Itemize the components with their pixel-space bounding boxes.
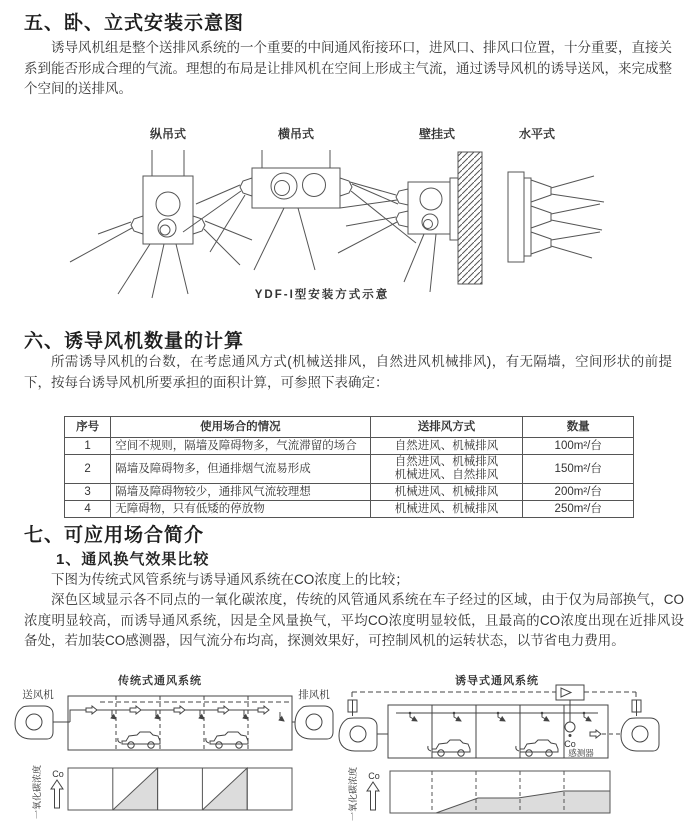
co-label-left: Co [52,769,64,779]
fan-count-table-wrap [64,416,634,518]
damper-icon [348,700,357,712]
horizontal-suspended-unit [183,150,416,270]
induction-co-graph [390,771,610,813]
traditional-system-diagram [15,673,333,819]
vertical-suspended-unit [70,150,252,298]
car-icon [206,732,248,748]
col-header-mode: 送排风方式 [370,417,523,438]
table-row [65,501,634,518]
install-label-flat: 水平式 [518,127,556,141]
section5-heading: 五、卧、立式安装示意图 [24,13,245,34]
duct-arrow-icon [174,706,185,714]
horizontal-floor-unit [508,172,604,262]
cell-qty: 200m²/台 [523,484,634,501]
section7-subheading: 1、通风换气效果比较 [56,551,210,568]
duct-arrow-icon [258,706,269,714]
duct-arrow-icon [86,706,97,714]
cell-situation: 无障碍物，只有低矮的停放物 [111,501,370,518]
installation-diagram [0,122,700,312]
col-header-no: 序号 [65,417,111,438]
cell-mode2: 机械进风、自然排风 [394,469,499,481]
car-icon [516,740,558,756]
install-label-wall: 壁挂式 [418,127,456,141]
cell-qty: 100m²/台 [523,438,634,455]
cell-situation: 空间不规则，隔墙及障碍物多，气流滞留的场合 [111,438,370,455]
induction-system-title: 诱导式通风系统 [455,675,539,687]
exhaust-fan-label: 排风机 [298,689,330,701]
supply-fan-label: 送风机 [22,689,54,701]
table-header-row [65,417,634,438]
supply-fan-icon [15,706,53,739]
co-up-arrow-icon [51,780,63,808]
car-icon [118,732,160,748]
cell-mode: 自然进风、机械排风 [394,439,499,452]
co-label-right: Co [368,771,380,781]
induction-exhaust-fan-icon [621,718,659,751]
table-row [65,438,634,455]
duct-arrow-icon [218,706,229,714]
exhaust-fan-icon [295,706,333,739]
damper-icon [632,700,641,712]
co-up-arrow-icon [367,782,379,810]
install-caption: YDF-I型安装方式示意 [254,289,390,301]
table-row [65,484,634,501]
cell-no: 3 [65,484,111,501]
co-axis-label-right: 一氧化碳浓度 [348,766,358,822]
section6-heading: 六、诱导风机数量的计算 [24,331,245,352]
duct-arrow-icon [130,706,141,714]
induction-supply-fan-icon [339,718,377,751]
install-label-horizontal: 横吊式 [277,127,315,141]
cell-qty: 150m²/台 [523,455,634,484]
col-header-qty: 数量 [523,417,634,438]
cell-mode: 机械进风、机械排风 [394,485,499,498]
car-icon [428,740,470,756]
wall-mounted-unit [338,152,482,292]
traditional-system-title: 传统式通风系统 [118,675,202,687]
cell-situation: 隔墙及障碍物多，但通排烟气流易形成 [111,455,370,484]
ventilation-comparison-diagram [0,672,700,826]
col-header-situation: 使用场合的情况 [111,417,370,438]
section6-paragraph: 所需诱导风机的台数，在考虑通风方式(机械送排风，自然进风机械排风)，有无隔墙，空间形状的前提下，按每台诱导风机所要承担的面积计算，可参照下表确定： [24,354,672,390]
traditional-co-graph [68,768,292,810]
cell-qty: 250m²/台 [523,501,634,518]
sensor-label: 感测器 [568,748,594,758]
section7-paragraph1: 下图为传统式风管系统与诱导通风系统在CO浓度上的比较； [51,572,409,587]
cell-mode: 自然进风、机械排风 [394,456,499,468]
install-label-vertical: 纵吊式 [149,127,187,141]
cell-mode: 机械进风、机械排风 [394,502,499,515]
fan-count-table [64,416,634,518]
cell-no: 1 [65,438,111,455]
induction-system-diagram [339,673,659,821]
section5-paragraph: 诱导风机组是整个送排风系统的一个重要的中间通风衔接环口，进风口、排风口位置，十分重要，直接关系到能否形成合理的气流。理想的布局是让排风机在空间上形成主气流，通过诱导风机的诱导送风，来完成整个空间的送排风。 [24,40,672,96]
exit-arrow-icon [590,730,601,738]
cell-no: 2 [65,455,111,484]
cell-situation: 隔墙及障碍物较少，通排风气流较理想 [111,484,370,501]
section7-heading: 七、可应用场合简介 [24,525,205,546]
co-axis-label-left: 一氧化碳浓度 [32,764,42,820]
table-row [65,455,634,484]
section7-paragraph2: 深色区域显示各不同点的一氧化碳浓度，传统的风管通风系统在车子经过的区域，由于仅为局部换气，CO浓度明显较高，而诱导通风系统，因是全风量换气，平均CO浓度明显较低，且最高的CO浓度出现在近排风设备处，若加装CO感测器，因气流分布均高，探测效果好，可控制风机的运转状态，以节省电力费用。 [24,592,684,648]
cell-no: 4 [65,501,111,518]
sensor-co-label: Co [564,739,576,749]
